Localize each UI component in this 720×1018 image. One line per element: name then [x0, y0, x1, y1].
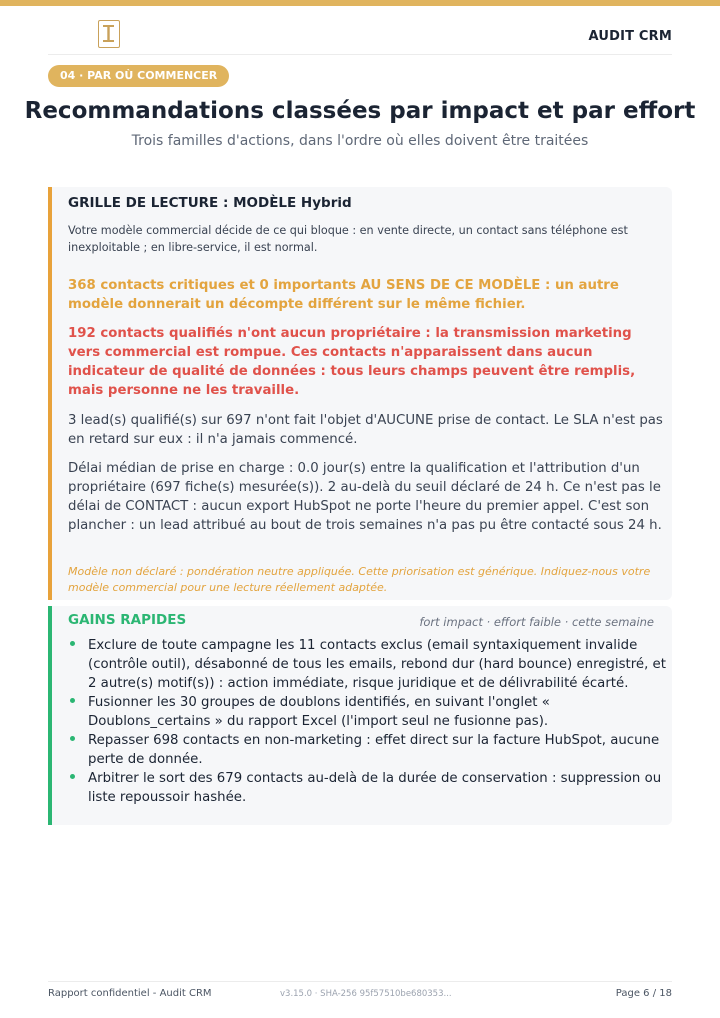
page-title: Recommandations classées par impact et par effort: [24, 98, 696, 124]
reading-grid-intro: Votre modèle commercial décide de ce qui bloque : en vente directe, un contact sans téléphone est inexploitable ; en libre-service, il est normal.: [68, 224, 628, 254]
reading-grid-card: [48, 187, 672, 600]
list-item-text: Exclure de toute campagne les 11 contacts exclus (email syntaxiquement invalide (contrôle outil), désabonné de tous les emails, rebond dur (hard bounce) enregistré, et 2 autre(s) motif(s)) : action immédiate, risque juridique et de délivrabilité écarté.: [88, 638, 666, 691]
list-item: [68, 636, 668, 693]
list-item-text: Fusionner les 30 groupes de doublons identifiés, en suivant l'onglet « Doublons_certains » du rapport Excel (l'import seul ne fusionne pas).: [88, 695, 550, 729]
model-note: Modèle non déclaré : pondération neutre appliquée. Cette priorisation est générique. Indiquez-nous votre modèle commercial pour une lecture réellement adaptée.: [68, 565, 651, 594]
list-item: [68, 769, 668, 807]
page-subtitle: Trois familles d'actions, dans l'ordre où elles doivent être traitées: [131, 133, 589, 149]
list-item: [68, 693, 668, 731]
header-title: AUDIT CRM: [588, 29, 672, 44]
page-number: Page 6 / 18: [615, 988, 672, 999]
quick-wins-title: GAINS RAPIDES: [68, 612, 187, 628]
section-pill: 04 · PAR OÙ COMMENCER: [48, 65, 229, 87]
bullet-icon: [70, 736, 75, 741]
footer-version: v3.15.0 · SHA-256 95f57510be680353...: [280, 989, 452, 999]
quick-wins-list: [68, 636, 668, 807]
delay-paragraph: Délai médian de prise en charge : 0.0 jour(s) entre la qualification et l'attribution d'un propriétaire (697 fiche(s) mesurée(s)). 2 au-delà du seuil déclaré de 24 h. Ce n'est pas le délai de CONTACT : aucun export HubSpot ne porte l'heure du premier appel. C'est son plancher : un lead attribué au bout de trois semaines n'a pas pu être contacté sous 24 h.: [68, 461, 662, 533]
quick-wins-meta: fort impact · effort faible · cette semaine: [419, 615, 654, 629]
quick-wins-card: [48, 606, 672, 825]
sla-paragraph: 3 lead(s) qualifié(s) sur 697 n'ont fait l'objet d'AUCUNE prise de contact. Le SLA n'est pas en retard sur eux : il n'a jamais commencé.: [68, 413, 663, 447]
footer-confidential: Rapport confidentiel - Audit CRM: [48, 988, 212, 999]
list-item: [68, 731, 668, 769]
bullet-icon: [70, 698, 75, 703]
bullet-icon: [70, 641, 75, 646]
top-accent-bar: [0, 0, 720, 6]
page-footer: [48, 981, 672, 1005]
page-header: [48, 16, 672, 55]
list-item-text: Repasser 698 contacts en non-marketing : effet direct sur la facture HubSpot, aucune perte de donnée.: [88, 733, 660, 767]
list-item-text: Arbitrer le sort des 679 contacts au-delà de la durée de conservation : suppression ou liste repoussoir hashée.: [88, 771, 662, 805]
reading-grid-title: GRILLE DE LECTURE : MODÈLE Hybrid: [68, 195, 352, 211]
pillar-logo-icon: [98, 20, 120, 48]
owner-missing-alert: 192 contacts qualifiés n'ont aucun propriétaire : la transmission marketing vers commercial est rompue. Ces contacts n'apparaissent dans aucun indicateur de qualité de données : tous leurs champs peuvent être remplis, mais personne ne les travaille.: [68, 326, 636, 398]
bullet-icon: [70, 774, 75, 779]
critical-contacts-alert: 368 contacts critiques et 0 importants AU SENS DE CE MODÈLE : un autre modèle donnerait un décompte différent sur le même fichier.: [68, 278, 619, 312]
